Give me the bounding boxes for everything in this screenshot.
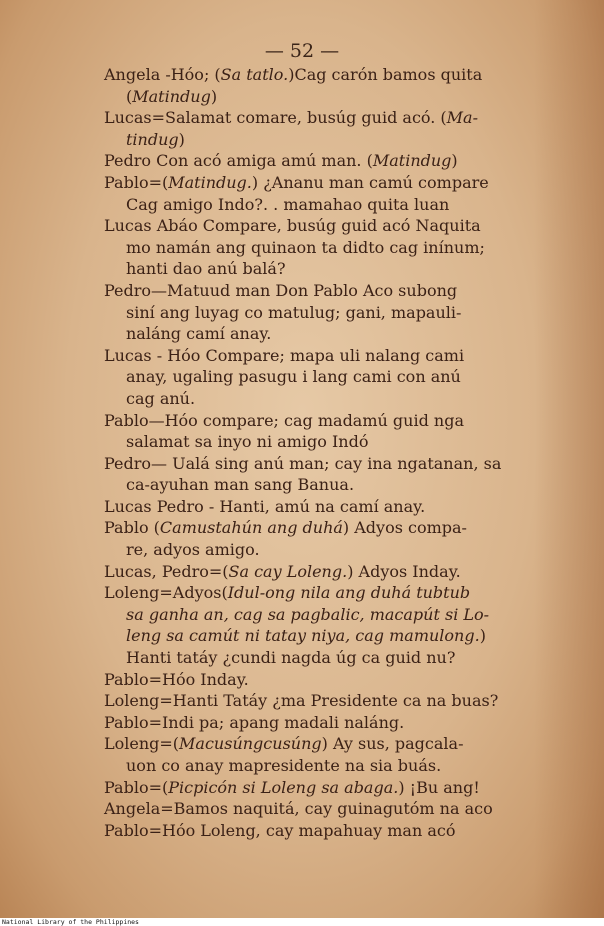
line-text: Pablo=(	[104, 777, 169, 797]
text-line	[104, 280, 540, 302]
line-text: )Cag carón bamos quita	[288, 65, 483, 84]
line-text: cag anú.	[126, 388, 196, 408]
stage-direction: Matindug	[132, 86, 211, 106]
text-line	[104, 345, 540, 367]
line-text: (	[126, 86, 133, 106]
text-line	[104, 150, 540, 172]
text-line	[104, 431, 540, 453]
line-text: naláng camí anay.	[126, 324, 272, 344]
text-line	[104, 690, 540, 712]
stage-direction: sa ganha an, cag sa pagbalic, macapút si Lo-	[126, 604, 490, 624]
text-line	[104, 669, 540, 691]
line-text: ) ¿Ananu man camú compare	[251, 172, 489, 192]
line-text: )	[210, 86, 218, 106]
line-text: Lucas, Pedro=(	[104, 561, 229, 581]
line-text: Pablo—Hóo compare; cag madamú guid nga	[104, 410, 464, 430]
text-line	[104, 215, 540, 237]
stage-direction: leng sa camút ni tatay niya, cag mamulong.	[126, 626, 480, 646]
stage-direction: Camustahún ang duhá	[159, 518, 343, 538]
line-text: ) Ay sus, pagcala-	[321, 734, 464, 754]
page-number: — 52 —	[264, 40, 340, 62]
text-line	[104, 820, 540, 842]
text-line	[104, 129, 540, 151]
text-line	[104, 172, 540, 194]
line-text: Pedro Con acó amiga amú man. (	[104, 151, 373, 171]
text-line	[104, 798, 540, 820]
line-text: Pedro—Matuud man Don Pablo Aco subong	[104, 280, 458, 300]
play-text	[104, 64, 540, 841]
stage-direction: Macusúngcusúng	[179, 734, 322, 754]
line-text: Loleng=Adyos(	[104, 583, 228, 603]
line-text: salamat sa inyo ni amigo Indó	[126, 432, 369, 452]
text-line	[104, 388, 540, 410]
line-text: uon co anay mapresidente na sia buás.	[126, 756, 442, 775]
line-text: siní ang luyag co matulug; gani, mapauli-	[126, 302, 462, 322]
line-text: Lucas=Salamat comare, busúg guid acó. (	[104, 108, 447, 128]
text-line	[104, 539, 540, 561]
line-text: Hanti tatáy ¿cundi nagda úg ca guid nu?	[126, 648, 456, 668]
line-text: )	[178, 129, 185, 149]
line-text: Lucas Pedro - Hanti, amú na camí anay.	[104, 496, 426, 516]
text-line	[104, 474, 540, 496]
stage-direction: Matindug.	[168, 172, 252, 192]
line-text: Angela=Bamos naquitá, cay guinagutóm na aco	[104, 799, 493, 819]
line-text: Angela -Hóo; (	[104, 65, 221, 84]
text-line	[104, 777, 540, 799]
stage-direction: Sa tatlo.	[220, 65, 289, 84]
line-text: re, adyos amigo.	[126, 540, 260, 560]
line-text: )	[479, 626, 486, 646]
text-line	[104, 496, 540, 518]
text-line	[104, 323, 540, 345]
line-text: Loleng=(	[104, 734, 180, 754]
line-text: ca-ayuhan man sang Banua.	[126, 475, 355, 495]
stage-direction: Picpicón si Loleng sa abaga.	[168, 777, 399, 797]
stage-direction: Matindug	[372, 151, 452, 171]
text-line	[104, 453, 540, 475]
stage-direction: Ma-	[446, 108, 478, 128]
line-text: Pablo=(	[104, 172, 169, 192]
stage-direction: Idul-ong nila ang duhá tubtub	[227, 583, 471, 603]
text-line	[104, 302, 540, 324]
line-text: Lucas Abáo Compare, busúg guid acó Naquita	[104, 216, 481, 236]
text-line	[104, 625, 540, 647]
text-line	[104, 64, 540, 86]
line-text: Loleng=Hanti Tatáy ¿ma Presidente ca na buas?	[104, 691, 499, 711]
line-text: Pablo (	[104, 518, 160, 538]
library-footer: National Library of the Philippines	[2, 918, 139, 926]
line-text: ) Adyos compa-	[342, 518, 467, 538]
text-line	[104, 366, 540, 388]
line-text: ) Adyos Inday.	[347, 561, 461, 581]
text-line	[104, 237, 540, 259]
line-text: Lucas - Hóo Compare; mapa uli nalang cami	[104, 345, 465, 365]
text-line	[104, 733, 540, 755]
text-line	[104, 258, 540, 280]
line-text: Pedro— Ualá sing anú man; cay ina ngatanan, sa	[104, 453, 502, 473]
line-text: hanti dao anú balá?	[126, 259, 286, 279]
line-text: Pablo=Hóo Loleng, cay mapahuay man acó	[104, 820, 456, 840]
line-text: )	[451, 151, 458, 171]
text-line	[104, 582, 540, 604]
line-text: anay, ugaling pasugu i lang cami con anú	[126, 367, 461, 387]
stage-direction: tindug	[126, 129, 179, 149]
text-line	[104, 86, 540, 108]
stage-direction: Sa cay Loleng.	[228, 561, 348, 581]
text-line	[104, 410, 540, 432]
text-line	[104, 647, 540, 669]
text-line	[104, 194, 540, 216]
text-line	[104, 517, 540, 539]
line-text: ) ¡Bu ang!	[398, 777, 480, 797]
line-text: Pablo=Indi pa; apang madali naláng.	[104, 712, 405, 732]
line-text: Cag amigo Indo?. . mamahao quita luan	[126, 194, 450, 214]
text-line	[104, 755, 540, 777]
line-text: mo namán ang quinaon ta didto cag inínum;	[126, 237, 485, 257]
text-line	[104, 107, 540, 129]
text-line	[104, 561, 540, 583]
text-line	[104, 712, 540, 734]
text-line	[104, 604, 540, 626]
line-text: Pablo=Hóo Inday.	[104, 669, 249, 689]
